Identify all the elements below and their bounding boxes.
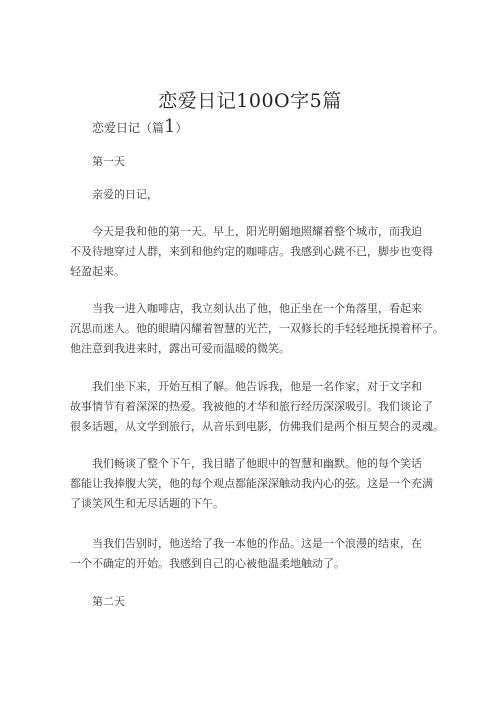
subtitle-close: ） — [175, 121, 188, 135]
section-subtitle — [92, 116, 187, 137]
paragraph-5-line-2: 一个不确定的开始。我感到自己的心被他温柔地触动了。 — [70, 557, 345, 570]
paragraph-3-line-3: 很多话题，从文学到旅行，从音乐到电影，仿佛我们是两个相互契合的灵魂。 — [70, 420, 444, 433]
paragraph-2-line-3: 他注意到我进来时，露出可爱而温暖的微笑。 — [70, 342, 290, 355]
paragraph-1-line-3: 轻盈起来。 — [70, 265, 125, 278]
paragraph-1-line-2: 不及待地穿过人群，来到和他约定的咖啡店。我感到心跳不已，脚步也变得 — [70, 245, 433, 258]
paragraph-2-line-2: 沉思而迷人。他的眼睛闪耀着智慧的光芒，一双修长的手轻轻地抚摸着杯子。 — [70, 322, 444, 335]
paragraph-5-line-1: 当我们告别时，他送给了我一本他的作品。这是一个浪漫的结束，在 — [92, 537, 422, 550]
paragraph-4-line-2: 都能让我捧腹大笑，他的每个观点都能深深触动我内心的弦。这是一个充满 — [70, 477, 433, 490]
day-heading-2: 第二天 — [92, 595, 125, 608]
day-heading-1: 第一天 — [92, 155, 125, 168]
subtitle-text: 恋爱日记（篇 — [92, 121, 165, 135]
greeting-line: 亲爱的日记， — [92, 188, 158, 201]
subtitle-number: 1 — [164, 116, 176, 137]
paragraph-3-line-1: 我们坐下来，开始互相了解。他告诉我，他是一名作家，对于文字和 — [92, 380, 422, 393]
paragraph-2-line-1: 当我一进入咖啡店，我立刻认出了他，他正坐在一个角落里，看起来 — [92, 302, 422, 315]
paragraph-1-line-1: 今天是我和他的第一天。早上，阳光明媚地照耀着整个城市，而我迫 — [92, 225, 422, 238]
paragraph-4-line-3: 了谈笑风生和无尽话题的下午。 — [70, 497, 224, 510]
document-title: 恋爱日记100O字5篇 — [158, 90, 342, 112]
paragraph-4-line-1: 我们畅谈了整个下午，我目睹了他眼中的智慧和幽默。他的每个笑话 — [92, 457, 422, 470]
paragraph-3-line-2: 故事情节有着深深的热爱。我被他的才华和旅行经历深深吸引。我们谈论了 — [70, 400, 433, 413]
